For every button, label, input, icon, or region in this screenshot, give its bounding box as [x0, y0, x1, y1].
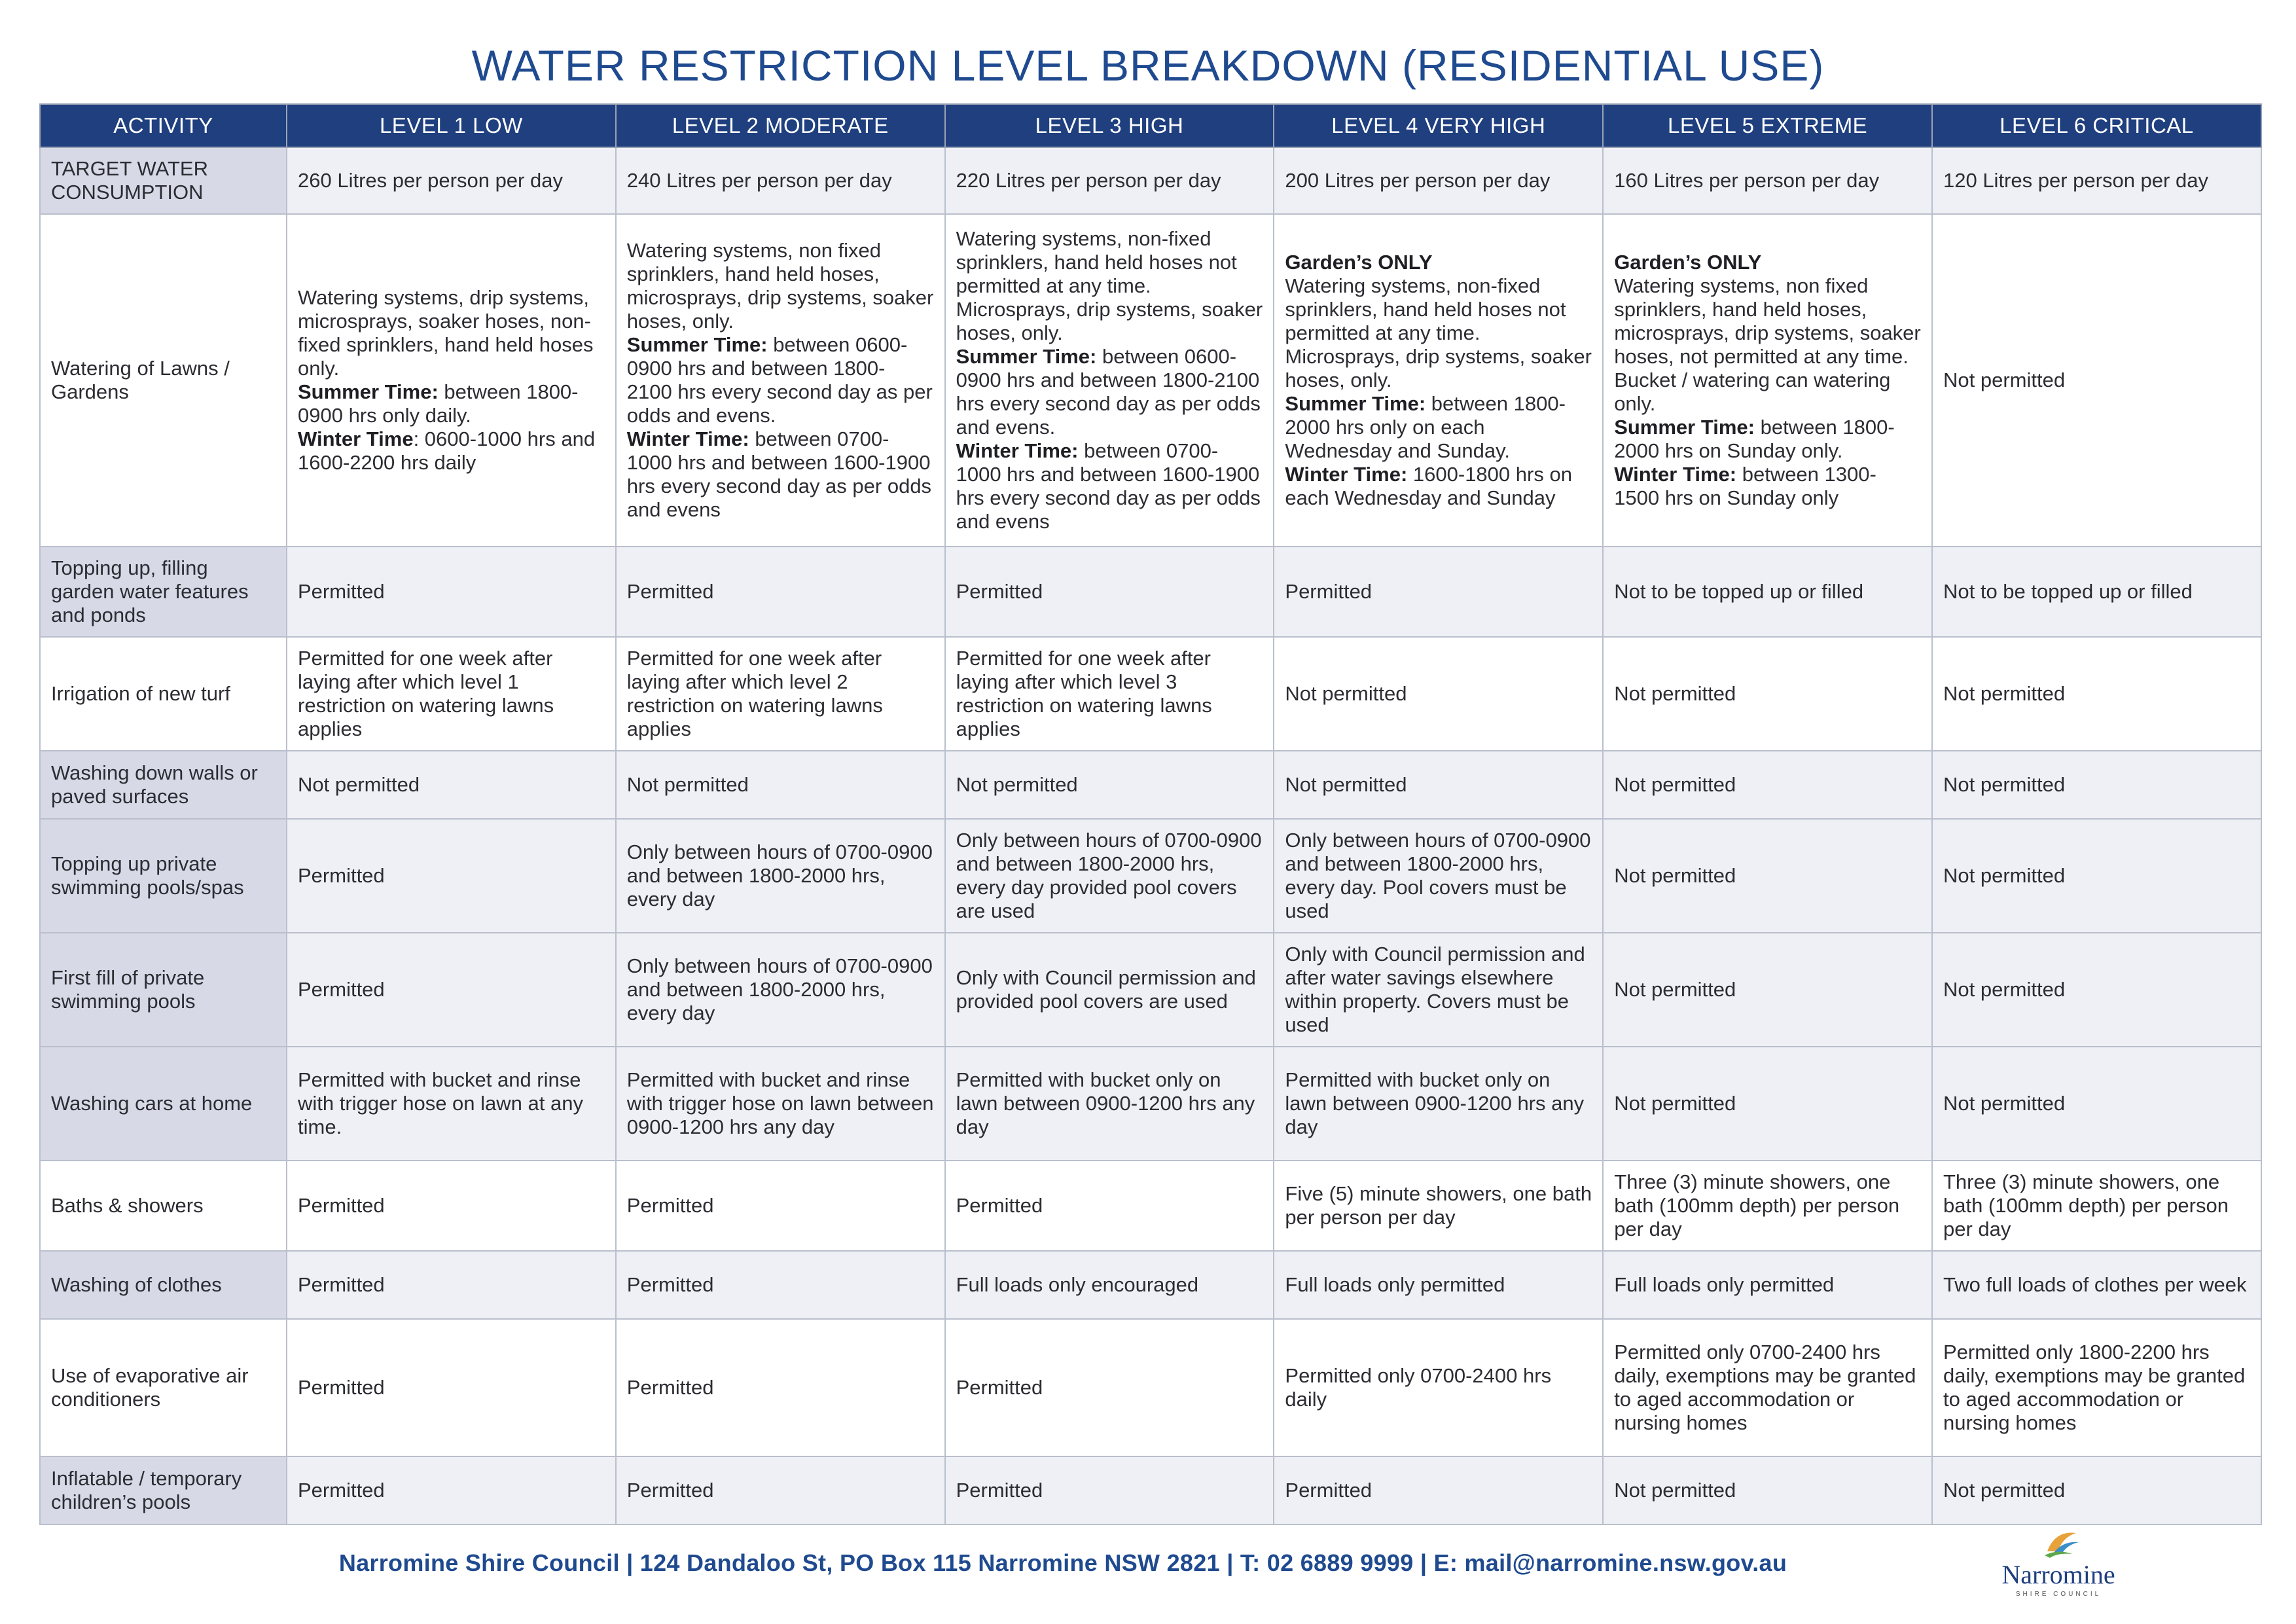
table-cell: 200 Litres per person per day — [1274, 147, 1603, 214]
table-cell: Permitted with bucket and rinse with trigger hose on lawn at any time. — [287, 1047, 616, 1161]
cell-bold-label: Winter Time — [298, 427, 414, 450]
logo-emblem-icon — [1990, 1519, 2127, 1564]
cell-text: Watering systems, drip systems, microsprays, soaker hoses, non-fixed sprinklers, hand held hoses only. — [298, 286, 594, 380]
row-activity: Watering of Lawns / Gardens — [40, 214, 287, 547]
table-cell: Only between hours of 0700-0900 and between 1800-2000 hrs, every day — [616, 819, 945, 933]
table-cell: Not to be topped up or filled — [1603, 547, 1932, 637]
table-row — [40, 933, 2261, 1047]
table-cell: Not permitted — [1932, 637, 2261, 751]
footer-contact — [0, 1549, 2296, 1577]
table-cell — [616, 214, 945, 547]
table-cell: Permitted — [287, 1456, 616, 1525]
row-activity: First fill of private swimming pools — [40, 933, 287, 1047]
table-cell: Permitted — [616, 1161, 945, 1251]
table-cell: Not to be topped up or filled — [1932, 547, 2261, 637]
table-cell: Permitted for one week after laying after which level 3 restriction on watering lawns applies — [945, 637, 1274, 751]
table-cell: Permitted — [616, 1319, 945, 1456]
header-level-3: LEVEL 3 HIGH — [945, 104, 1274, 147]
table-cell: Permitted — [945, 1319, 1274, 1456]
table-cell: Permitted with bucket only on lawn between 0900-1200 hrs any day — [1274, 1047, 1603, 1161]
table-cell: Permitted — [1274, 1456, 1603, 1525]
table-cell: Not permitted — [287, 751, 616, 819]
table-cell: Three (3) minute showers, one bath (100mm depth) per person per day — [1932, 1161, 2261, 1251]
table-cell: Permitted — [945, 1456, 1274, 1525]
cell-text: between 0700-1000 hrs and between 1600-1900 hrs every second day as per odds and evens — [626, 427, 932, 521]
cell-text: 1600-1800 hrs on each Wednesday and Sunday — [1285, 463, 1572, 509]
table-cell: Not permitted — [1603, 751, 1932, 819]
table-cell: Permitted — [287, 933, 616, 1047]
table-cell: Permitted only 0700-2400 hrs daily, exemptions may be granted to aged accommodation or nursing homes — [1603, 1319, 1932, 1456]
cell-bold-label: Winter Time: — [956, 439, 1079, 462]
table-cell — [1274, 214, 1603, 547]
table-cell: Full loads only encouraged — [945, 1251, 1274, 1319]
cell-bold-label: Garden’s ONLY — [1614, 251, 1762, 274]
table-cell: Permitted — [287, 547, 616, 637]
table-cell — [945, 214, 1274, 547]
logo-subtitle: SHIRE COUNCIL — [2015, 1591, 2102, 1598]
cell-text: between 1800-2000 hrs only on each Wednesday and Sunday. — [1285, 392, 1566, 462]
cell-text: Watering systems, non-fixed sprinklers, hand held hoses not permitted at any time. Microsprays, drip systems, soaker hoses, only. — [956, 227, 1263, 344]
page-title: WATER RESTRICTION LEVEL BREAKDOWN (RESIDENTIAL USE) — [471, 41, 1825, 90]
table-cell: Permitted — [1274, 547, 1603, 637]
cell-text: between 0600-0900 hrs and between 1800-2100 hrs every second day as per odds and evens. — [956, 345, 1261, 439]
row-activity: Washing cars at home — [40, 1047, 287, 1161]
table-cell: Permitted with bucket only on lawn between 0900-1200 hrs any day — [945, 1047, 1274, 1161]
table-cell: Permitted — [616, 1251, 945, 1319]
cell-bold-label: Summer Time: — [1614, 416, 1755, 439]
table-cell: Permitted — [945, 1161, 1274, 1251]
table-cell: Permitted only 1800-2200 hrs daily, exemptions may be granted to aged accommodation or nursing homes — [1932, 1319, 2261, 1456]
row-activity: TARGET WATER CONSUMPTION — [40, 147, 287, 214]
table-cell: Permitted — [616, 547, 945, 637]
cell-bold-label: Winter Time: — [626, 427, 749, 450]
cell-bold-label: Summer Time: — [626, 333, 768, 356]
footer-text: Narromine Shire Council | 124 Dandaloo St, PO Box 115 Narromine NSW 2821 | T: 02 6889 9999 | E: mail@narromine.nsw.gov.au — [338, 1549, 1787, 1576]
cell-text: : 0600-1000 hrs and 1600-2200 hrs daily — [298, 427, 596, 474]
table-cell: Not permitted — [616, 751, 945, 819]
header-level-2: LEVEL 2 MODERATE — [616, 104, 945, 147]
table-row — [40, 1319, 2261, 1456]
table-cell: Only between hours of 0700-0900 and between 1800-2000 hrs, every day provided pool covers are used — [945, 819, 1274, 933]
table-cell: Permitted with bucket and rinse with trigger hose on lawn between 0900-1200 hrs any day — [616, 1047, 945, 1161]
table-row — [40, 1047, 2261, 1161]
table-cell: Not permitted — [1932, 751, 2261, 819]
table-cell: Permitted for one week after laying after which level 2 restriction on watering lawns applies — [616, 637, 945, 751]
cell-bold-label: Winter Time: — [1285, 463, 1408, 486]
cell-bold-label: Summer Time: — [1285, 392, 1426, 415]
table-cell: Not permitted — [1603, 819, 1932, 933]
table-cell: Not permitted — [1932, 819, 2261, 933]
row-activity: Topping up private swimming pools/spas — [40, 819, 287, 933]
cell-text: Watering systems, non-fixed sprinklers, hand held hoses not permitted at any time. Microsprays, drip systems, soaker hoses, only. — [1285, 274, 1592, 391]
table-cell: Not permitted — [1932, 933, 2261, 1047]
row-activity: Irrigation of new turf — [40, 637, 287, 751]
row-activity: Topping up, filling garden water features and ponds — [40, 547, 287, 637]
table-row — [40, 751, 2261, 819]
table-cell: Not permitted — [1274, 637, 1603, 751]
table-cell: Two full loads of clothes per week — [1932, 1251, 2261, 1319]
table-cell: Permitted — [287, 1251, 616, 1319]
table-cell: Full loads only permitted — [1603, 1251, 1932, 1319]
header-level-1: LEVEL 1 LOW — [287, 104, 616, 147]
table-row — [40, 637, 2261, 751]
table-row — [40, 1161, 2261, 1251]
table-cell: Not permitted — [1932, 214, 2261, 547]
table-cell: Not permitted — [1603, 1456, 1932, 1525]
cell-text: Watering systems, non fixed sprinklers, hand held hoses, microsprays, drip systems, soaker hoses, only. — [626, 239, 934, 333]
header-level-6: LEVEL 6 CRITICAL — [1932, 104, 2261, 147]
table-cell — [287, 214, 616, 547]
table-cell: Only between hours of 0700-0900 and between 1800-2000 hrs, every day — [616, 933, 945, 1047]
table-cell: Only with Council permission and after water savings elsewhere within property. Covers must be used — [1274, 933, 1603, 1047]
table-cell: Permitted only 0700-2400 hrs daily — [1274, 1319, 1603, 1456]
row-activity: Baths & showers — [40, 1161, 287, 1251]
table-cell: Not permitted — [1274, 751, 1603, 819]
cell-text: between 1300-1500 hrs on Sunday only — [1614, 463, 1876, 509]
cell-text: between 0600- 0900 hrs and between 1800- 2100 hrs every second day as per odds and evens. — [626, 333, 933, 427]
table-cell: 260 Litres per person per day — [287, 147, 616, 214]
table-cell: Not permitted — [1932, 1047, 2261, 1161]
table-cell: 240 Litres per person per day — [616, 147, 945, 214]
table-cell — [1603, 214, 1932, 547]
table-cell: Not permitted — [1603, 1047, 1932, 1161]
table-cell: Permitted — [945, 547, 1274, 637]
table-cell: Only between hours of 0700-0900 and between 1800-2000 hrs, every day. Pool covers must be used — [1274, 819, 1603, 933]
table-cell: Permitted — [287, 819, 616, 933]
table-cell: Permitted for one week after laying after which level 1 restriction on watering lawns applies — [287, 637, 616, 751]
row-activity: Washing of clothes — [40, 1251, 287, 1319]
table-row — [40, 1251, 2261, 1319]
header-activity: ACTIVITY — [40, 104, 287, 147]
row-activity: Washing down walls or paved surfaces — [40, 751, 287, 819]
row-activity: Use of evaporative air conditioners — [40, 1319, 287, 1456]
table-cell: Not permitted — [1603, 933, 1932, 1047]
table-cell: Five (5) minute showers, one bath per person per day — [1274, 1161, 1603, 1251]
table-cell: Not permitted — [945, 751, 1274, 819]
restriction-table — [39, 103, 2262, 1525]
table-row — [40, 147, 2261, 214]
table-row — [40, 547, 2261, 637]
header-level-4: LEVEL 4 VERY HIGH — [1274, 104, 1603, 147]
row-activity: Inflatable / temporary children’s pools — [40, 1456, 287, 1525]
table-cell: Permitted — [287, 1161, 616, 1251]
cell-bold-label: Summer Time: — [298, 380, 439, 403]
cell-bold-label: Summer Time: — [956, 345, 1097, 368]
table-cell: Three (3) minute showers, one bath (100mm depth) per person per day — [1603, 1161, 1932, 1251]
table-cell: 120 Litres per person per day — [1932, 147, 2261, 214]
cell-text: between 1800-2000 hrs on Sunday only. — [1614, 416, 1895, 462]
table-cell: 220 Litres per person per day — [945, 147, 1274, 214]
table-row — [40, 214, 2261, 547]
cell-bold-label: Garden’s ONLY — [1285, 251, 1433, 274]
table-cell: Not permitted — [1932, 1456, 2261, 1525]
table-cell: Full loads only permitted — [1274, 1251, 1603, 1319]
cell-text: between 1800-0900 hrs only daily. — [298, 380, 579, 427]
table-row — [40, 819, 2261, 933]
cell-text: between 0700-1000 hrs and between 1600-1900 hrs every second day as per odds and evens — [956, 439, 1261, 533]
table-cell: Permitted — [287, 1319, 616, 1456]
council-logo — [1990, 1519, 2127, 1604]
table-cell: Not permitted — [1603, 637, 1932, 751]
logo-wordmark: Narromine — [2001, 1560, 2115, 1589]
table-row — [40, 1456, 2261, 1525]
cell-bold-label: Winter Time: — [1614, 463, 1737, 486]
table-cell: 160 Litres per person per day — [1603, 147, 1932, 214]
table-cell: Permitted — [616, 1456, 945, 1525]
header-row — [40, 104, 2261, 147]
header-level-5: LEVEL 5 EXTREME — [1603, 104, 1932, 147]
cell-text: Watering systems, non fixed sprinklers, hand held hoses, microsprays, drip systems, soaker hoses, not permitted at any time. Bucket / watering can watering only. — [1614, 274, 1921, 415]
table-cell: Only with Council permission and provided pool covers are used — [945, 933, 1274, 1047]
